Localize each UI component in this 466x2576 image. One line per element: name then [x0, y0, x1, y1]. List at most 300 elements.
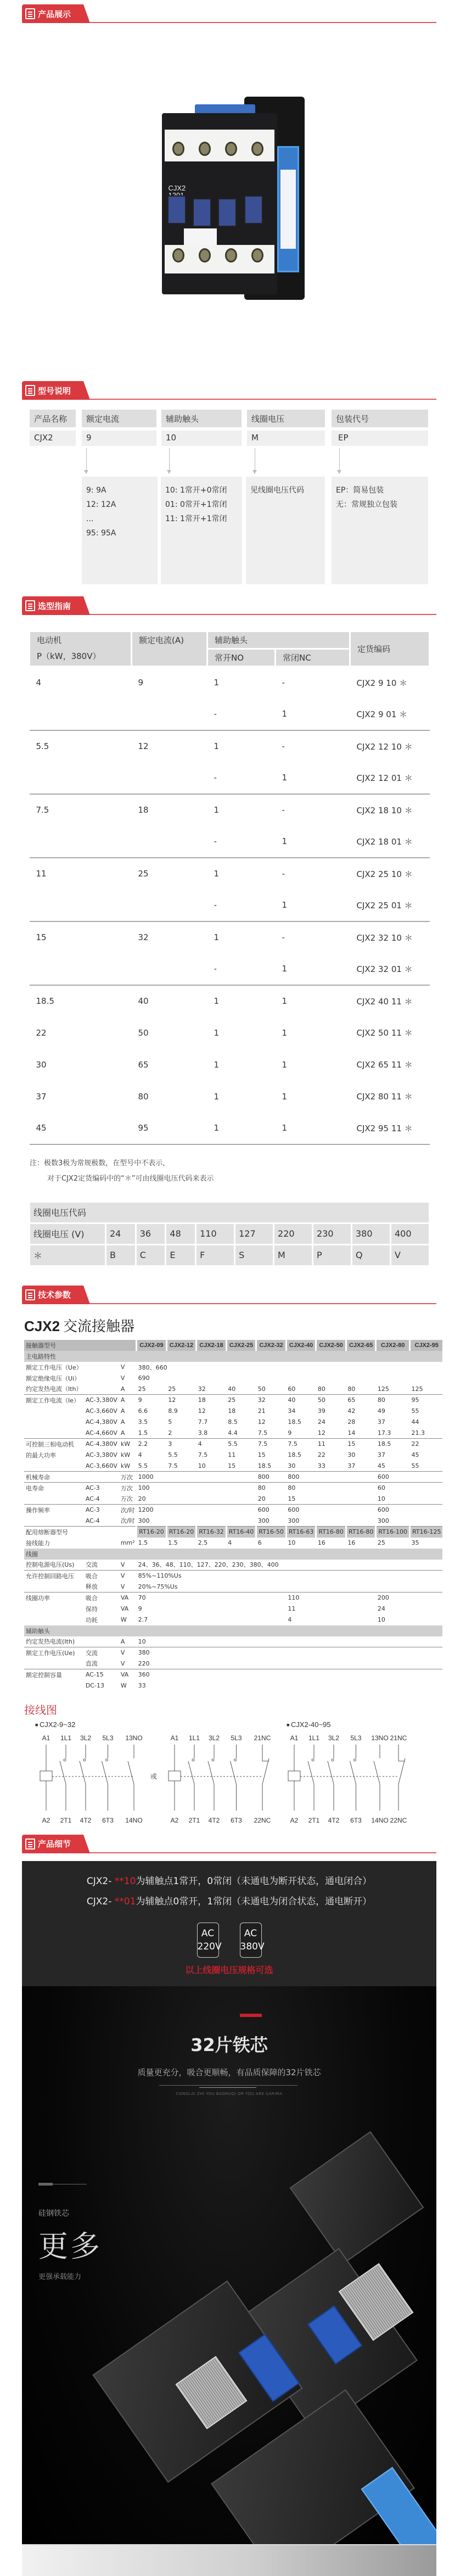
- arc-chute: [212, 1759, 214, 1761]
- terminal-label: 3L2: [328, 1734, 340, 1742]
- coil-band: [24, 1549, 442, 1560]
- main-circuit-band: [24, 1351, 442, 1362]
- arc-chute: [192, 1759, 194, 1761]
- coil-code-value: P: [313, 1245, 351, 1265]
- nc-contact: [398, 1758, 405, 1784]
- nc-count: 1: [276, 699, 350, 730]
- param-value: [316, 1494, 346, 1505]
- fuse-model: RT16-100: [376, 1527, 410, 1538]
- param-unit: VA: [120, 1605, 129, 1612]
- param-value: 95: [409, 1395, 442, 1406]
- param-name: [24, 1603, 84, 1614]
- terminal-label: 21NC: [254, 1734, 271, 1742]
- param-unit: A: [120, 1385, 125, 1393]
- param-value: 33: [138, 1682, 146, 1689]
- wire-value: 10: [288, 1539, 296, 1546]
- param-value: [226, 1505, 256, 1516]
- nc-count: 1: [282, 1027, 288, 1038]
- document-icon: [25, 1289, 35, 1300]
- param-value: 3: [166, 1439, 196, 1450]
- param-value: 7.5: [286, 1439, 316, 1450]
- terminal-label: 21NC: [390, 1734, 407, 1742]
- param-value: 70: [137, 1592, 287, 1603]
- detail-rated-current: 9: 9A 12: 12A ... 95: 95A: [82, 477, 158, 584]
- coil-code-value: V: [391, 1245, 429, 1265]
- param-condition: 功耗: [85, 1616, 98, 1624]
- terminal-label: A1: [42, 1734, 50, 1742]
- param-value: 9: [138, 1605, 142, 1612]
- wire-value: 6: [257, 1539, 262, 1546]
- param-value: [316, 1505, 346, 1516]
- model-name: CJX2-25: [226, 1340, 256, 1351]
- coil-voltage-value: 230: [313, 1224, 351, 1244]
- no-count: 1: [214, 1091, 220, 1102]
- nc-contact: [262, 1745, 269, 1761]
- motor-power: 22: [36, 1027, 47, 1038]
- motor-power: 45: [30, 1113, 132, 1144]
- param-condition: AC-4: [85, 1495, 100, 1502]
- explain-line-01: CJX2- **01为辅触点0常开，1常闭（未通电为闭合状态，通电断开）: [86, 1896, 372, 1907]
- no-count: 1: [207, 1113, 276, 1144]
- param-value: 24: [377, 1605, 385, 1612]
- param-value: 50: [257, 1385, 266, 1393]
- no-count: 1: [214, 996, 220, 1006]
- param-value: 80: [317, 1385, 325, 1393]
- param-value: 15: [288, 1495, 296, 1502]
- motor-power: [30, 953, 132, 985]
- no-count: -: [207, 890, 276, 921]
- band-label: 主电路特性: [24, 1351, 442, 1362]
- detail-package-code: EP：简易包装 无：常规独立包装: [332, 477, 428, 584]
- param-value: 42: [347, 1407, 356, 1415]
- param-value: 800: [256, 1472, 287, 1483]
- param-value: 18: [196, 1395, 227, 1406]
- param-value: 25: [138, 1385, 146, 1393]
- param-unit: 次/时: [119, 1505, 137, 1516]
- param-value: [196, 1483, 227, 1494]
- param-value: 100: [137, 1483, 167, 1494]
- no-contact: [80, 1761, 86, 1784]
- param-unit: V: [120, 1659, 125, 1667]
- param-unit: kW: [120, 1462, 131, 1469]
- param-name: 额定工作电流（Ie）: [24, 1395, 84, 1406]
- selection-table: [29, 630, 430, 1145]
- nc-count: -: [282, 805, 285, 815]
- voltage-option-380: AC 380V: [240, 1923, 262, 1958]
- arrow-down-icon: [86, 448, 87, 473]
- param-name: 额定工作电压（Ue）: [26, 1364, 82, 1371]
- section-divider: [22, 1852, 436, 1853]
- param-unit: A: [120, 1638, 125, 1645]
- coil-voltage-value: 24: [106, 1224, 135, 1244]
- param-value: [316, 1483, 346, 1494]
- terminal-label: 1L1: [60, 1734, 72, 1742]
- selection-note: 注：极数3极为常规极数，在型号中不表示， 对于CJX2定货编码中的“＊”可由线圈电压代码来表示: [30, 1159, 214, 1183]
- model-name: CJX2-40: [286, 1340, 316, 1351]
- param-value: 125: [411, 1385, 423, 1393]
- order-code: CJX2 18 01 ＊: [350, 826, 430, 858]
- rated-current: [132, 699, 207, 730]
- param-condition: [84, 1373, 119, 1384]
- header-product-name: 产品名称: [30, 410, 76, 427]
- param-value: 32: [256, 1395, 287, 1406]
- section-title: 型号说明: [38, 385, 71, 396]
- terminal-label: A1: [290, 1734, 299, 1742]
- detail-aux-contact: 10: 1常开+0常闭 01: 0常开+1常闭 11: 1常开+1常闭: [161, 477, 242, 584]
- param-condition: 吸合: [84, 1571, 119, 1582]
- param-value: [166, 1516, 196, 1527]
- param-value: 360: [137, 1669, 443, 1680]
- terminal-label: 3L2: [208, 1734, 220, 1742]
- terminal-label: 22NC: [390, 1816, 407, 1824]
- param-value: 37: [377, 1418, 385, 1426]
- no-contact: [208, 1761, 214, 1784]
- model-name: CJX2-32: [256, 1340, 287, 1351]
- header-aux-contact: 辅助触头: [161, 410, 242, 427]
- no-count: 1: [214, 932, 220, 942]
- rated-current: 50: [138, 1027, 149, 1038]
- wiring-title: 接线图: [24, 1703, 57, 1717]
- selection-row: [30, 1049, 430, 1081]
- param-value: [409, 1505, 442, 1516]
- param-value: [166, 1494, 196, 1505]
- param-condition: AC-3,380V: [84, 1395, 119, 1406]
- coil-voltage-code-table: [29, 1201, 430, 1267]
- param-value: 690: [138, 1374, 150, 1382]
- header-motor: 电动机: [37, 635, 62, 645]
- param-value: 4.4: [228, 1429, 238, 1437]
- coil-voltage-value: 400: [391, 1224, 429, 1244]
- param-name: [24, 1582, 84, 1592]
- param-row: [24, 1658, 442, 1669]
- rated-current: 95: [132, 1113, 207, 1144]
- param-value: 8.5: [228, 1418, 238, 1426]
- param-value: [196, 1472, 227, 1483]
- nc-count: 1: [276, 762, 350, 794]
- param-value: 125: [377, 1385, 389, 1393]
- param-value: 21.3: [411, 1429, 425, 1437]
- param-value: [316, 1472, 346, 1483]
- param-value: 10: [198, 1462, 206, 1469]
- param-name: 线圈功率: [24, 1592, 84, 1603]
- terminal-label: 3L2: [80, 1734, 92, 1742]
- model-name: CJX2-50: [316, 1340, 346, 1351]
- coil-symbol: [288, 1771, 300, 1781]
- rated-current: 32: [138, 932, 149, 942]
- coil-code-value: E: [166, 1245, 195, 1265]
- feature-subtitle: 质量更充分，吸合更顺畅，有品质保障的32片铁芯: [137, 2067, 321, 2077]
- param-row: [24, 1647, 442, 1658]
- fuse-model: RT16-63: [286, 1527, 316, 1538]
- param-unit: A: [120, 1418, 125, 1426]
- param-value: 17.3: [377, 1429, 391, 1437]
- wiring-diagrams: [0, 1720, 466, 1830]
- param-value: 80: [286, 1483, 316, 1494]
- motor-power: 30: [36, 1059, 47, 1070]
- param-value: 380、660: [138, 1364, 167, 1371]
- no-count: -: [207, 762, 276, 794]
- order-code: CJX2 95 11 ＊: [350, 1113, 430, 1144]
- coil-code-value: S: [235, 1245, 273, 1265]
- param-row: [24, 1614, 442, 1625]
- wire-value: 2.5: [198, 1539, 208, 1546]
- param-name: [24, 1516, 84, 1527]
- order-code: CJX2 12 10 ＊: [356, 741, 413, 752]
- coil-code-value: B: [106, 1245, 135, 1265]
- param-name: 操作频率: [24, 1505, 84, 1516]
- param-condition: 保持: [85, 1605, 98, 1613]
- param-value: 11: [288, 1605, 296, 1612]
- feature-english: CONGLAI ZHI YOU BAOHUQI OR YOU ARE SARIMA: [176, 2091, 283, 2096]
- wire-value: 16: [317, 1539, 325, 1546]
- section-divider: [22, 399, 436, 400]
- param-value: 9: [137, 1395, 167, 1406]
- param-row: [24, 1669, 442, 1680]
- terminal-label: 4T2: [328, 1816, 340, 1824]
- param-row: [24, 1450, 442, 1461]
- param-value: 20%~75%Us: [138, 1583, 178, 1590]
- param-value: 14: [347, 1429, 356, 1437]
- header-rated-current: 额定电流: [82, 410, 156, 427]
- nc-count: -: [282, 869, 285, 879]
- param-condition: 交流: [85, 1561, 98, 1569]
- param-row: [24, 1592, 442, 1603]
- param-value: 15: [257, 1451, 266, 1459]
- no-count: 1: [214, 1059, 220, 1070]
- wire-value: 1.5: [138, 1539, 148, 1546]
- param-unit: A: [120, 1407, 125, 1415]
- param-condition: 直流: [85, 1660, 98, 1668]
- explain-line-10: CJX2- **10为辅触点1常开，0常闭（未通电为断开状态，通电闭合）: [86, 1875, 372, 1887]
- wiring-schematic: [0, 1728, 466, 1832]
- tech-title: CJX2 交流接触器: [24, 1317, 135, 1335]
- model-explanation: [30, 410, 466, 563]
- nc-count: 1: [282, 996, 288, 1006]
- terminal-label: A2: [290, 1816, 299, 1824]
- selection-row: [30, 762, 430, 794]
- core-plate: [290, 2131, 424, 2264]
- param-value: [226, 1494, 256, 1505]
- param-condition: AC-3,660V: [85, 1462, 117, 1469]
- rated-current: [132, 890, 207, 921]
- param-value: 300: [288, 1517, 300, 1524]
- param-value: 40: [286, 1395, 316, 1406]
- param-unit: 万次: [119, 1483, 137, 1494]
- param-value: [166, 1472, 196, 1483]
- no-contact: [374, 1761, 380, 1784]
- param-value: 80: [347, 1385, 356, 1393]
- coil-voltage-value: 380: [352, 1224, 390, 1244]
- param-value: 7.5: [198, 1451, 208, 1459]
- param-value: 65: [346, 1395, 376, 1406]
- param-unit: W: [120, 1616, 127, 1623]
- section-header-selection: [22, 592, 436, 617]
- wire-value: 1.5: [168, 1539, 178, 1546]
- value-aux-contact: 10: [161, 431, 242, 446]
- arc-chute: [312, 1759, 314, 1761]
- order-code: CJX2 25 01 ＊: [350, 890, 430, 921]
- param-value: 24: [317, 1418, 325, 1426]
- param-row: [24, 1428, 442, 1439]
- motor-power: 11: [36, 869, 47, 879]
- param-name: 的最大功率: [26, 1451, 56, 1459]
- param-value: 2.2: [137, 1439, 167, 1450]
- arc-chute: [83, 1759, 86, 1761]
- param-row: [24, 1395, 442, 1406]
- selection-row: [30, 953, 430, 985]
- param-name: 机械寿命: [24, 1472, 84, 1483]
- wire-value: 35: [411, 1539, 419, 1546]
- param-unit: A: [120, 1429, 125, 1437]
- section-title: 技术参数: [38, 1290, 71, 1300]
- no-contact: [188, 1761, 194, 1784]
- rated-current: [132, 953, 207, 985]
- param-condition: AC-4,660V: [85, 1429, 117, 1437]
- wiring-group-label: ■ CJX2-40~95: [287, 1720, 331, 1729]
- selection-row: [30, 890, 430, 921]
- coil-voltage-value: 48: [166, 1224, 195, 1244]
- terminal-label: 2T1: [188, 1816, 200, 1824]
- section-header-tech: [22, 1281, 436, 1306]
- param-value: 7.7: [198, 1418, 208, 1426]
- param-unit: W: [120, 1682, 127, 1689]
- rated-current: 80: [138, 1091, 149, 1102]
- no-count: -: [207, 699, 276, 730]
- arc-chute: [106, 1759, 108, 1761]
- header-motor-unit: P（kW，380V）: [37, 651, 101, 661]
- param-value: 18: [228, 1407, 236, 1415]
- param-value: 28: [347, 1418, 356, 1426]
- param-value: 32: [198, 1385, 206, 1393]
- arc-chute: [354, 1759, 356, 1761]
- no-count: 1: [214, 869, 220, 879]
- selection-row: [30, 826, 430, 858]
- param-name: 控制电源电压(Us): [26, 1561, 75, 1569]
- coil-table-title: 线圈电压代码: [30, 1203, 429, 1222]
- param-value: 300: [138, 1517, 150, 1524]
- rated-current: 12: [138, 741, 149, 751]
- param-condition: AC-3: [84, 1483, 119, 1494]
- param-value: 20: [138, 1495, 146, 1502]
- param-value: [316, 1516, 346, 1527]
- no-count: 1: [214, 678, 220, 688]
- value-rated-current: 9: [82, 431, 156, 446]
- section-divider: [22, 22, 436, 23]
- rated-current: 25: [138, 869, 149, 879]
- coil-voltage-label: 线圈电压 (V): [30, 1224, 105, 1244]
- param-value: 49: [377, 1407, 385, 1415]
- param-value: 1200: [137, 1505, 167, 1516]
- param-value: 5.5: [168, 1451, 178, 1459]
- param-value: 18.5: [288, 1418, 301, 1426]
- param-value: 12: [166, 1395, 196, 1406]
- model-name: CJX2-95: [409, 1340, 442, 1351]
- param-condition: AC-4: [85, 1517, 100, 1524]
- arrow-down-icon: [169, 448, 170, 473]
- param-value: [166, 1483, 196, 1494]
- terminal-label: 6T3: [350, 1816, 362, 1824]
- accent-bar: [240, 2014, 262, 2017]
- rated-current: 40: [138, 996, 149, 1006]
- nc-count: 1: [282, 1059, 288, 1070]
- voltage-hint: 以上线圈电压规格可选: [185, 1964, 273, 1975]
- order-code: CJX2 80 11 ＊: [356, 1092, 413, 1102]
- param-value: 25: [168, 1385, 176, 1393]
- order-code: CJX2 18 10 ＊: [356, 805, 413, 815]
- param-value: 1.5: [138, 1429, 148, 1437]
- coil-code-value: M: [274, 1245, 312, 1265]
- product-photo: [0, 25, 466, 377]
- fuse-model: RT16-80: [316, 1527, 346, 1538]
- section-divider: [22, 614, 436, 615]
- section-title: 选型指南: [38, 601, 71, 611]
- param-row: [24, 1472, 442, 1483]
- value-coil-voltage: M: [247, 431, 325, 446]
- voltage-option-220: AC 220V: [197, 1923, 219, 1958]
- iron-core-feature: [22, 1986, 436, 2544]
- param-name: 约定发热电流（Ith）: [26, 1385, 82, 1393]
- selection-row: [30, 1113, 430, 1144]
- param-row: [24, 1505, 442, 1516]
- selection-row: [30, 985, 430, 1017]
- param-value: [346, 1505, 376, 1516]
- terminal-label: 13NO: [125, 1734, 143, 1742]
- nc-count: 1: [276, 1113, 350, 1144]
- rated-current: 9: [138, 678, 144, 688]
- param-value: [196, 1494, 227, 1505]
- band-label: 线圈: [24, 1549, 442, 1560]
- terminal-label: 4T2: [80, 1816, 92, 1824]
- param-value: 55: [411, 1462, 419, 1469]
- param-condition: AC-3,660V: [85, 1407, 117, 1415]
- header-package-code: 包装代号: [332, 410, 428, 427]
- coil-symbol: [169, 1771, 181, 1781]
- terminal-label: 14NO: [371, 1816, 389, 1824]
- terminal-label: 6T3: [231, 1816, 242, 1824]
- param-row: [24, 1603, 442, 1614]
- order-code: CJX2 32 10 ＊: [356, 932, 413, 943]
- param-name: [24, 1614, 84, 1625]
- param-name: [24, 1461, 84, 1472]
- order-code: CJX2 12 01 ＊: [350, 762, 430, 794]
- param-name: 额定工作电压(Ue): [24, 1647, 84, 1658]
- aux-contact-explanation: [22, 1861, 436, 1986]
- no-count: 1: [214, 1027, 220, 1038]
- selection-row: [30, 858, 430, 890]
- coil-voltage-value: 36: [137, 1224, 165, 1244]
- nc-contact: [398, 1745, 405, 1761]
- param-value: 39: [317, 1407, 325, 1415]
- param-unit: 次/时: [120, 1517, 135, 1525]
- coil-code-value: C: [137, 1245, 165, 1265]
- param-value: 25: [226, 1395, 256, 1406]
- param-value: [409, 1483, 442, 1494]
- motor-power: [30, 762, 132, 794]
- coil-voltage-value: 220: [274, 1224, 312, 1244]
- terminal-label: 6T3: [102, 1816, 114, 1824]
- param-value: 600: [376, 1472, 410, 1483]
- param-value: 6.6: [138, 1407, 148, 1415]
- order-code: CJX2 9 01 ＊: [350, 699, 430, 730]
- param-value: 200: [376, 1592, 443, 1603]
- param-value: 5.5: [138, 1462, 148, 1469]
- param-value: [226, 1516, 256, 1527]
- param-value: 20: [257, 1495, 266, 1502]
- param-name: 可控制三相电动机: [24, 1439, 84, 1450]
- model-print: CJX2: [168, 184, 186, 192]
- param-value: 34: [288, 1407, 296, 1415]
- param-value: [409, 1494, 442, 1505]
